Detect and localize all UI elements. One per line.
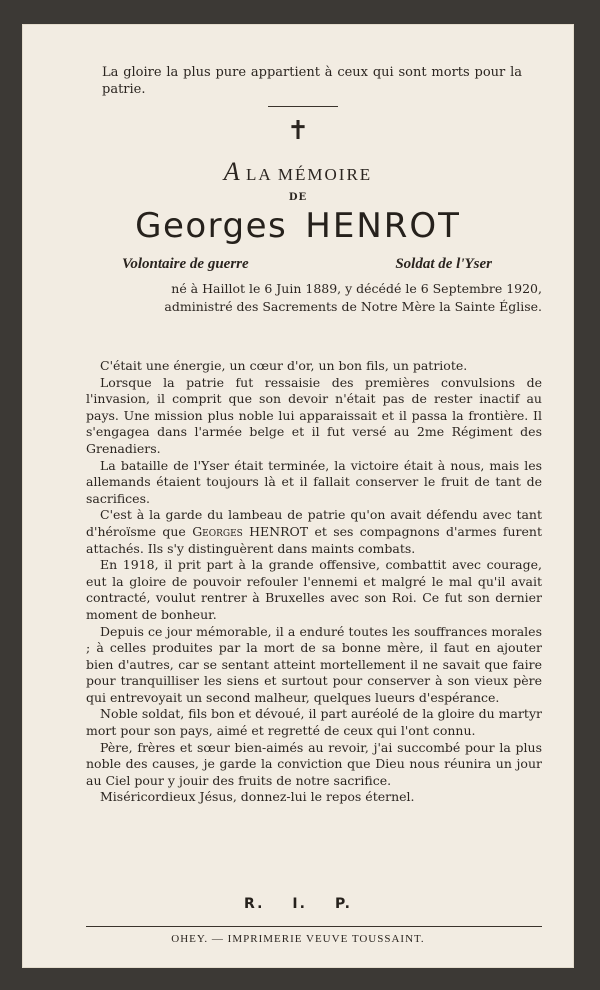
- top-divider: [268, 106, 338, 107]
- rip: [22, 896, 574, 912]
- subtitle-soldier: Soldat de l'Yser: [395, 256, 492, 272]
- paragraph-4-a: C'est à la garde du lambeau de patrie qu'on avait défendu avec tant d'héroïsme que: [86, 507, 542, 539]
- rip-r: R.: [244, 896, 265, 912]
- paragraph-8: Père, frères et sœur bien-aimés au revoir, j'ai succombé pour la plus noble des causes, je garde la conviction que Dieu nous réunira un jour au Ciel pour y jouir des fruits de notre sacrifice.: [86, 739, 542, 788]
- epigraph: La gloire la plus pure appartient à ceux qui sont morts pour la patrie.: [102, 65, 522, 97]
- paragraph-2: Lorsque la patrie fut ressaisie des premières convulsions de l'invasion, il comprit que son devoir n'était pas de rester inactif au pays. Une mission plus noble lui apparaissait et il passa la frontière. Il s'engagea dans l'armée belge et il fut versé au 2me Régiment des Grenadiers.: [86, 374, 542, 456]
- birth-death-info: [86, 280, 542, 316]
- paragraph-1: C'était une énergie, un cœur d'or, un bon fils, un patriote.: [100, 358, 468, 373]
- paragraph-7: Noble soldat, fils bon et dévoué, il part auréolé de la gloire du martyr mort pour son pays, aimé et regretté de ceux qui l'ont connu.: [86, 706, 542, 739]
- memoire-heading: [22, 157, 574, 187]
- birth-line-1: né à Haillot le 6 Juin 1889, y décédé le 6 Septembre 1920,: [171, 281, 542, 296]
- surname: HENROT: [305, 206, 461, 246]
- subtitle-volunteer: Volontaire de guerre: [122, 256, 249, 272]
- de-label: DE: [288, 192, 308, 203]
- paragraph-4-b: et ses compagnons d'armes furent attachés. Ils s'y distinguèrent dans maints combats.: [86, 523, 542, 556]
- first-name: Georges: [135, 206, 288, 246]
- cross-icon: ✝: [287, 116, 309, 146]
- paragraph-4-name: Georges HENROT: [192, 523, 309, 539]
- birth-line-2: administré des Sacrements de Notre Mère la Sainte Église.: [164, 299, 542, 314]
- prayer: Miséricordieux Jésus, donnez-lui le repos éternel.: [100, 789, 415, 805]
- memoire-text: LA MÉMOIRE: [245, 165, 373, 184]
- rip-i: I.: [292, 896, 307, 912]
- paragraph-5: En 1918, il prit part à la grande offensive, combattit avec courage, eut la gloire de pouvoir refouler l'ennemi et malgré le mal qu'il avait contracté, voulut rentrer à Bruxelles avec son Roi. Ce fut son dernier moment de bonheur.: [86, 557, 542, 622]
- rip-p: P.: [334, 896, 352, 912]
- biography: [86, 358, 542, 806]
- bottom-divider: [86, 926, 542, 927]
- memorial-card: [22, 24, 574, 968]
- memoire-initial: A: [223, 157, 240, 186]
- subtitle: [122, 256, 492, 273]
- paragraph-4: [86, 507, 542, 557]
- deceased-name: [22, 206, 574, 246]
- paragraph-6: Depuis ce jour mémorable, il a enduré toutes les souffrances morales ; à celles produites par la mort de sa bonne mère, il faut en ajouter bien d'autres, car se sentant atteint mortellement il ne savait que faire pour tranquilliser les siens et surtout pour conserver à son vieux père qui entrevoyait un second malheur, quelques lueurs d'espérance.: [86, 623, 542, 705]
- paragraph-3: La bataille de l'Yser était terminée, la victoire était à nous, mais les allemands étaient toujours là et il fallait conserver le fruit de tant de sacrifices.: [86, 457, 542, 506]
- printer-credit: OHEY. — IMPRIMERIE VEUVE TOUSSAINT.: [171, 933, 425, 945]
